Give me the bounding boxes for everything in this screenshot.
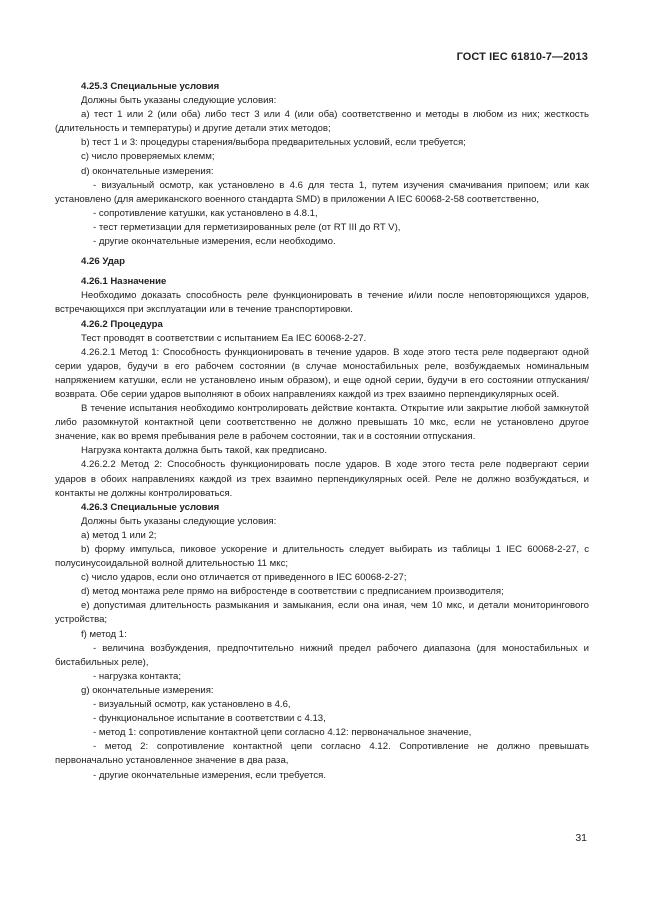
paragraph: Должны быть указаны следующие условия: (81, 515, 277, 527)
sub-list-item: - метод 1: сопротивление контактной цепи согласно 4.12: первоначальное значение, (93, 727, 472, 739)
paragraph: Нагрузка контакта должна быть такой, как предписано. (81, 445, 328, 457)
section-heading-4-26-1: 4.26.1 Назначение (81, 276, 167, 288)
sub-list-item: - визуальный осмотр, как установлено в 4.6, (93, 699, 291, 711)
list-item: g) окончательные измерения: (81, 684, 214, 696)
paragraph: 4.26.2.2 Метод 2: Способность функционировать после ударов. В ходе этого теста реле подвергают серии ударов в обоих направлениях каждой из трех взаимно перпендикулярных осей. Реле не должно возбуждаться, и контакты не должны контролироваться. (55, 459, 589, 499)
list-item: f) метод 1: (81, 628, 127, 640)
list-item: b) тест 1 и 3: процедуры старения/выбора предварительных условий, если требуется; (81, 137, 466, 149)
sub-list-item: - функциональное испытание в соответствии с 4.13, (93, 713, 326, 725)
section-heading-4-26: 4.26 Удар (81, 256, 125, 268)
list-item: a) тест 1 или 2 (или оба) либо тест 3 или 4 (или оба) соответственно и методы в любом из них; жесткость (длительность и температуры) и другие детали этих методов; (55, 109, 589, 135)
document-body (55, 80, 589, 783)
sub-list-item: - визуальный осмотр, как установлено в 4.6 для теста 1, путем изучения смачивания припоем; или как установлено (для американского военного стандарта SMD) в приложении A IEC 60068-2-58 соответственно, (55, 179, 589, 205)
section-heading-4-26-3: 4.26.3 Специальные условия (81, 501, 220, 513)
list-item: e) допустимая длительность размыкания и замыкания, если она иная, чем 10 мкс, и детали мониторингового устройства; (55, 600, 589, 626)
sub-list-item: - тест герметизации для герметизированных реле (от RT III до RT V), (93, 221, 401, 233)
paragraph: 4.26.2.1 Метод 1: Способность функционировать в течение ударов. В ходе этого теста реле подвергают одной серии ударов, будучи в его рабочем состоянии (в случае моностабильных реле, возбуждаемых номинальным напряжением катушки, если не установлено иным образом), и еще одной серии, будучи в его состоянии отпускания/возврата. Обе серии ударов выполняют в обоих направлениях каждой из трех взаимно перпендикулярных осей. (55, 346, 589, 400)
sub-list-item: - величина возбуждения, предпочтительно нижний предел рабочего диапазона (для моностабильных и бистабильных реле), (55, 642, 589, 668)
list-item: c) число проверяемых клемм; (81, 151, 215, 163)
list-item: c) число ударов, если оно отличается от приведенного в IEC 60068-2-27; (81, 572, 407, 584)
sub-list-item: - другие окончательные измерения, если необходимо. (93, 236, 336, 248)
list-item: d) окончательные измерения: (81, 165, 214, 177)
paragraph: Необходимо доказать способность реле функционировать в течение и/или после неповторяющихся ударов, встречающихся при эксплуатации или в течение транспортировки. (55, 290, 589, 316)
document-code-header: ГОСТ IEC 61810-7—2013 (456, 51, 588, 63)
sub-list-item: - другие окончательные измерения, если требуется. (93, 769, 327, 781)
paragraph: Тест проводят в соответствии с испытанием Ea IEC 60068-2-27. (81, 332, 367, 344)
section-heading-4-26-2: 4.26.2 Процедура (81, 318, 163, 330)
paragraph: В течение испытания необходимо контролировать действие контакта. Открытие или закрытие любой замкнутой либо разомкнутой контактной цепи соответственно не должно превышать 10 мкс, если не установлено другое значение, как во время пребывания реле в рабочем состоянии, так и в состоянии отпускания. (55, 403, 589, 443)
sub-list-item: - сопротивление катушки, как установлено в 4.8.1, (93, 207, 318, 219)
sub-list-item: - метод 2: сопротивление контактной цепи согласно 4.12. Сопротивление не должно превышать первоначально установленное значение в два раза, (55, 741, 589, 767)
sub-list-item: - нагрузка контакта; (93, 670, 181, 682)
paragraph: Должны быть указаны следующие условия: (81, 95, 277, 107)
list-item: b) форму импульса, пиковое ускорение и длительность следует выбирать из таблицы 1 IEC 60068-2-27, с полусинусоидальной волной длительностью 11 мкс; (55, 544, 589, 570)
list-item: d) метод монтажа реле прямо на вибростенде в соответствии с предписанием производителя; (81, 586, 504, 598)
page-number: 31 (575, 832, 587, 844)
section-heading-4-25-3: 4.25.3 Специальные условия (81, 81, 220, 92)
list-item: a) метод 1 или 2; (81, 529, 157, 541)
